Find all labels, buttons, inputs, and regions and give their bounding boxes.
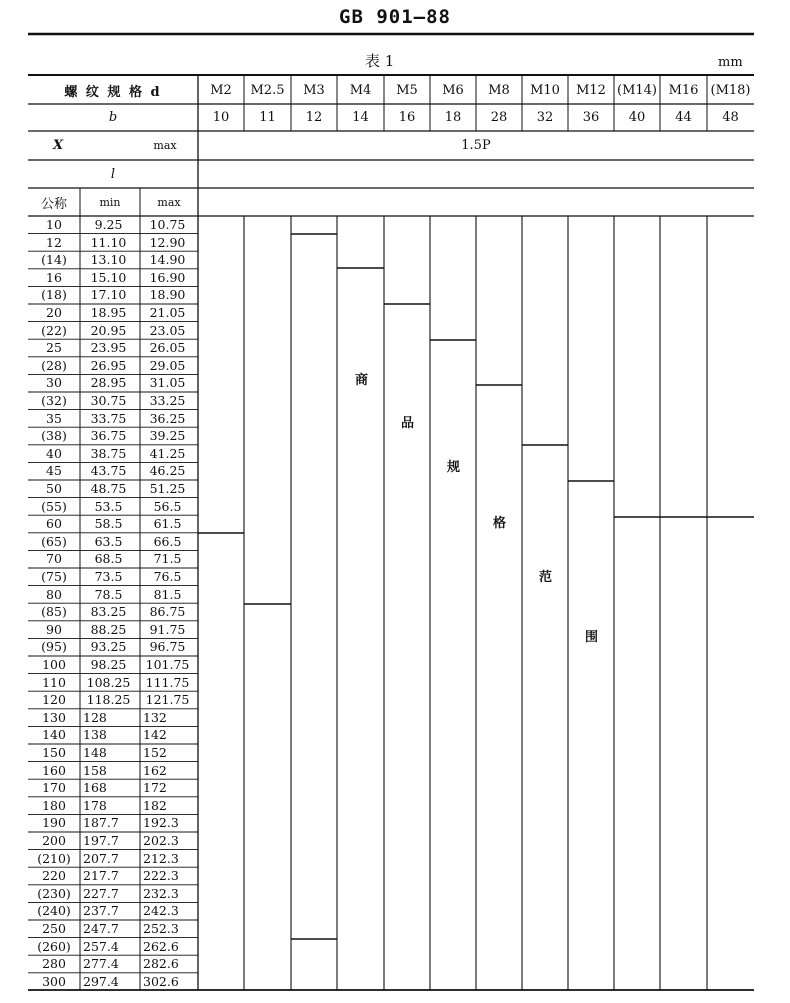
b-value-cell: 28: [490, 110, 508, 125]
thread-size-cell: M3: [303, 82, 325, 98]
min-length: 73.5: [94, 569, 123, 584]
min-length: 68.5: [94, 551, 123, 567]
range-char: 格: [493, 516, 507, 531]
nominal-length: 50: [46, 481, 62, 496]
min-length: 38.75: [90, 445, 127, 461]
max-length: 96.75: [149, 639, 186, 655]
nominal-length: 200: [42, 833, 66, 848]
min-length: 227.7: [83, 885, 119, 901]
max-length: 76.5: [153, 569, 182, 584]
min-length: 43.75: [90, 463, 127, 479]
nominal-length: 280: [42, 956, 66, 972]
min-length: 48.75: [90, 481, 127, 496]
max-length: 262.6: [143, 938, 179, 954]
max-length: 41.25: [149, 445, 186, 461]
range-char: 规: [447, 460, 461, 475]
min-length: 247.7: [83, 921, 119, 936]
max-length: 162: [143, 762, 167, 778]
min-length: 11.10: [90, 234, 127, 250]
max-length: 132: [143, 709, 167, 725]
nominal-length: 10: [46, 217, 62, 232]
nominal-length: 170: [42, 780, 66, 796]
max-length: 31.05: [149, 375, 186, 391]
thread-size-cell: M6: [442, 82, 464, 98]
min-length: 118.25: [86, 692, 131, 708]
thread-size-label: 螺 纹 规 格 d: [64, 84, 162, 100]
b-value-cell: 44: [675, 110, 692, 125]
nominal-length: 25: [46, 340, 62, 356]
min-length: 30.75: [90, 393, 127, 408]
max-length: 282.6: [143, 956, 179, 972]
nominal-length: (28): [41, 357, 67, 373]
min-header: min: [99, 195, 121, 209]
b-value-cell: 11: [259, 110, 276, 125]
min-length: 13.10: [90, 252, 127, 268]
thread-size-cell: M2: [210, 82, 232, 98]
nominal-length: 16: [46, 269, 62, 285]
nominal-length: 20: [46, 305, 62, 320]
nominal-length: 110: [42, 674, 66, 690]
min-length: 78.5: [94, 586, 123, 602]
min-length: 237.7: [83, 903, 119, 919]
nominal-length: (32): [41, 393, 67, 408]
max-header: max: [157, 195, 181, 209]
max-length: 302.6: [143, 973, 179, 989]
nominal-length: 70: [46, 551, 62, 567]
nominal-length: 180: [42, 797, 66, 813]
min-length: 207.7: [83, 850, 119, 866]
x-max-value: 1.5P: [461, 138, 491, 153]
b-value-cell: 18: [444, 110, 462, 125]
max-length: 16.90: [149, 269, 186, 285]
max-length: 81.5: [153, 586, 182, 602]
min-length: 277.4: [83, 956, 119, 972]
nominal-length: (75): [41, 569, 67, 584]
min-length: 58.5: [94, 516, 123, 532]
min-length: 148: [83, 745, 107, 760]
nominal-length: 40: [46, 445, 62, 461]
max-length: 10.75: [149, 217, 186, 232]
b-value-cell: 32: [536, 110, 554, 125]
nominal-length: 45: [46, 463, 62, 479]
min-length: 168: [83, 780, 107, 796]
table-caption: 表 1: [365, 52, 395, 70]
nominal-length: (65): [41, 533, 67, 549]
nominal-length: 60: [46, 516, 62, 532]
max-length: 172: [143, 780, 167, 796]
max-length: 91.75: [149, 621, 186, 637]
thread-size-cell: (M14): [617, 82, 657, 98]
nominal-length: 150: [42, 745, 66, 760]
max-length: 29.05: [149, 357, 186, 373]
max-length: 232.3: [143, 885, 179, 901]
min-length: 53.5: [94, 498, 123, 514]
nominal-length: 140: [42, 727, 66, 743]
nominal-length: (95): [41, 639, 67, 655]
min-length: 20.95: [90, 322, 127, 338]
l-label: l: [110, 166, 116, 182]
min-length: 187.7: [83, 815, 119, 831]
nominal-length: (38): [41, 428, 67, 444]
min-length: 23.95: [90, 340, 127, 356]
min-length: 28.95: [90, 375, 127, 391]
range-char: 围: [585, 630, 599, 645]
min-length: 26.95: [90, 357, 127, 373]
nominal-length: 250: [42, 921, 66, 936]
thread-size-cell: M4: [349, 82, 372, 98]
min-length: 17.10: [90, 287, 127, 303]
min-length: 197.7: [83, 833, 119, 848]
max-length: 61.5: [153, 516, 182, 532]
range-char: 品: [401, 416, 415, 431]
nominal-length: 220: [42, 868, 66, 884]
max-length: 212.3: [143, 850, 179, 866]
max-length: 252.3: [143, 921, 179, 936]
nominal-length: 190: [42, 815, 66, 831]
nominal-length: (55): [41, 498, 67, 514]
nominal-length: 12: [46, 234, 62, 250]
nominal-length: 160: [42, 762, 66, 778]
nominal-length: 100: [42, 657, 66, 672]
min-length: 297.4: [83, 973, 119, 989]
nominal-length: 80: [46, 586, 62, 602]
max-length: 182: [143, 797, 167, 813]
thread-size-cell: M8: [488, 82, 510, 98]
x-max-label: max: [153, 139, 177, 152]
max-length: 121.75: [145, 692, 190, 708]
min-length: 33.75: [90, 410, 127, 426]
nominal-length: (260): [37, 938, 71, 954]
max-length: 152: [143, 745, 167, 760]
max-length: 18.90: [149, 287, 186, 303]
max-length: 56.5: [153, 498, 182, 514]
max-length: 202.3: [143, 833, 179, 848]
b-value-cell: 36: [582, 110, 600, 125]
range-char: 范: [539, 570, 553, 585]
min-length: 257.4: [83, 938, 119, 954]
min-length: 63.5: [94, 533, 123, 549]
max-length: 142: [143, 727, 167, 743]
max-length: 39.25: [149, 428, 186, 444]
min-length: 138: [83, 727, 107, 743]
max-length: 111.75: [145, 674, 190, 690]
max-length: 101.75: [145, 657, 190, 672]
nominal-length: (240): [37, 903, 71, 919]
max-length: 36.25: [149, 410, 186, 426]
nominal-length: (18): [41, 287, 67, 303]
nominal-header: 公称: [40, 196, 67, 212]
thread-size-cell: M2.5: [250, 82, 285, 98]
b-value-cell: 48: [722, 110, 739, 125]
min-length: 9.25: [94, 217, 123, 232]
max-length: 192.3: [143, 815, 179, 831]
min-length: 93.25: [90, 639, 127, 655]
min-length: 98.25: [90, 657, 127, 672]
max-length: 26.05: [149, 340, 186, 356]
max-length: 222.3: [143, 868, 179, 884]
b-value-cell: 14: [352, 110, 369, 125]
max-length: 51.25: [149, 481, 186, 496]
min-length: 128: [83, 709, 107, 725]
max-length: 86.75: [149, 604, 186, 620]
unit-label: mm: [718, 55, 743, 70]
b-value-cell: 16: [398, 110, 416, 125]
min-length: 108.25: [86, 674, 131, 690]
thread-size-cell: M5: [396, 82, 418, 98]
x-label: X: [52, 138, 64, 153]
thread-size-cell: M10: [530, 82, 560, 98]
nominal-length: 30: [46, 375, 62, 391]
nominal-length: 300: [42, 973, 66, 989]
nominal-length: 35: [46, 410, 62, 426]
range-char: 商: [355, 373, 369, 388]
max-length: 33.25: [149, 393, 186, 408]
nominal-length: (85): [41, 604, 67, 620]
nominal-length: 90: [46, 621, 62, 637]
b-label: b: [108, 110, 118, 125]
b-value-cell: 10: [212, 110, 230, 125]
min-length: 158: [83, 762, 107, 778]
max-length: 71.5: [153, 551, 182, 567]
nominal-length: (230): [37, 885, 71, 901]
max-length: 23.05: [149, 322, 186, 338]
max-length: 21.05: [149, 305, 186, 320]
min-length: 83.25: [90, 604, 127, 620]
max-length: 242.3: [143, 903, 179, 919]
min-length: 36.75: [90, 428, 127, 444]
nominal-length: (14): [41, 252, 67, 268]
thread-size-cell: M16: [668, 82, 699, 98]
b-value-cell: 12: [305, 110, 323, 125]
nominal-length: 120: [42, 692, 66, 708]
thread-size-cell: M12: [576, 82, 606, 98]
b-value-cell: 40: [628, 110, 646, 125]
max-length: 12.90: [149, 234, 186, 250]
max-length: 14.90: [149, 252, 186, 268]
min-length: 15.10: [90, 269, 127, 285]
thread-size-cell: (M18): [710, 82, 751, 98]
nominal-length: (210): [37, 850, 71, 866]
max-length: 66.5: [153, 533, 182, 549]
min-length: 178: [83, 797, 107, 813]
document-id: GB 901—88: [339, 6, 451, 28]
nominal-length: (22): [41, 322, 67, 338]
max-length: 46.25: [149, 463, 186, 479]
nominal-length: 130: [42, 709, 66, 725]
min-length: 217.7: [83, 868, 119, 884]
min-length: 88.25: [90, 621, 127, 637]
min-length: 18.95: [90, 305, 127, 320]
